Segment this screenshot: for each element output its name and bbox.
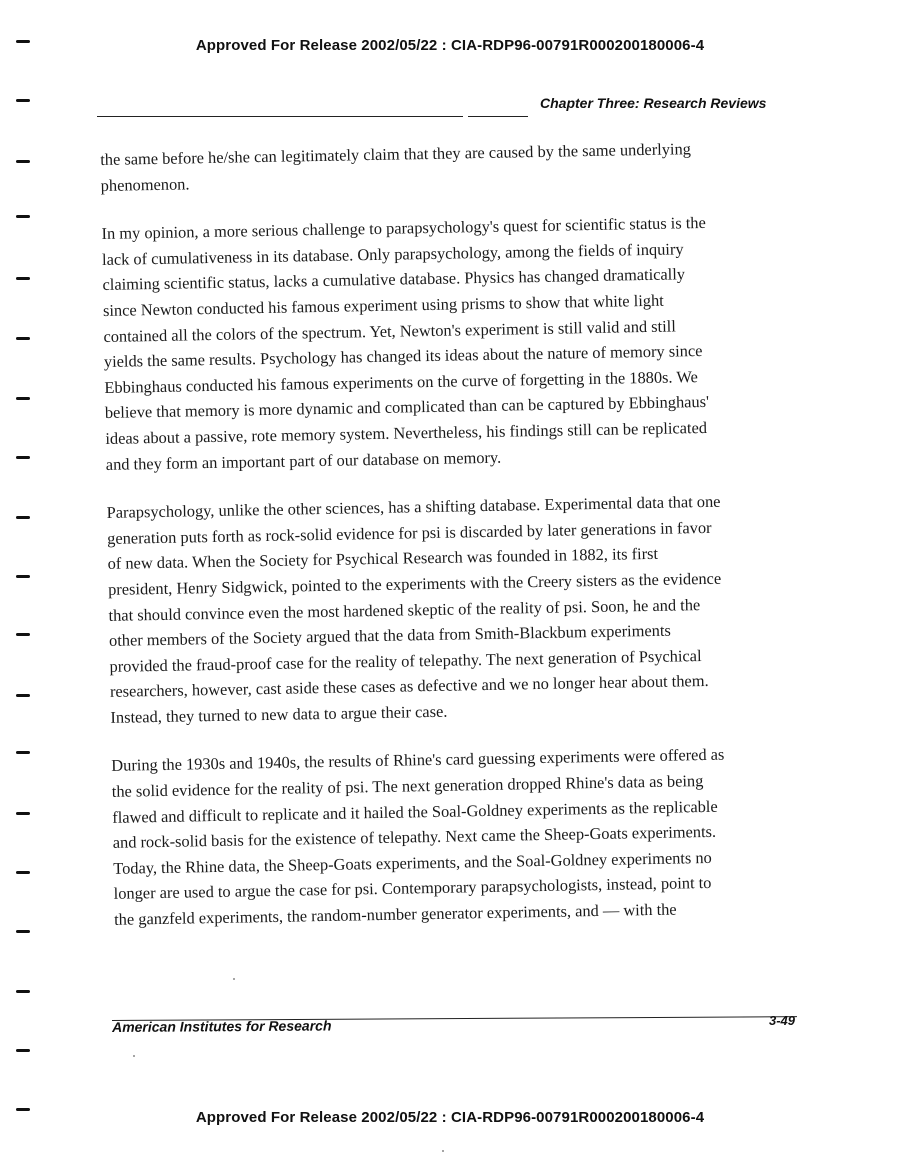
paragraph-2 (101, 209, 796, 478)
punch-mark (16, 694, 30, 697)
punch-mark (16, 1049, 30, 1052)
page-body (100, 134, 805, 955)
punch-mark (16, 277, 30, 280)
scan-speck (233, 978, 235, 980)
punch-mark (16, 397, 30, 400)
text-line: president, Henry Sidgwick, pointed to the experiments with the Creery sisters as the evidence (107, 568, 722, 599)
text-line: phenomenon. (100, 173, 190, 195)
text-line: Parapsychology, unlike the other sciences, has a shifting database. Experimental data that one (106, 491, 721, 523)
text-line: and they form an important part of our database on memory. (105, 447, 502, 474)
text-line: Instead, they turned to new data to argue their case. (110, 701, 448, 727)
text-line: ideas about a passive, rote memory system. Nevertheless, his findings still can be replicated (105, 417, 708, 448)
scan-speck (133, 1055, 135, 1057)
text-line: yields the same results. Psychology has changed its ideas about the nature of memory since (103, 341, 703, 372)
punch-mark (16, 99, 30, 102)
text-line: other members of the Society argued that the data from Smith-Blackbum experiments (108, 620, 671, 651)
text-line: lack of cumulativeness in its database. Only parapsychology, among the fields of inquiry (101, 239, 684, 269)
text-line: the solid evidence for the reality of psi. The next generation dropped Rhine's data as being (111, 771, 704, 801)
punch-mark (16, 40, 30, 43)
text-line: Ebbinghaus conducted his famous experiments on the curve of forgetting in the 1880s. We (104, 366, 698, 397)
text-line: claiming scientific status, lacks a cumulative database. Physics has changed dramatically (102, 264, 686, 295)
paragraph-3 (106, 487, 800, 730)
punch-mark (16, 337, 30, 340)
text-line: that should convince even the most hardened skeptic of the reality of psi. Soon, he and the (108, 594, 701, 625)
punch-mark (16, 456, 30, 459)
chapter-title: Chapter Three: Research Reviews (540, 95, 767, 111)
punch-mark (16, 575, 30, 578)
text-line: of new data. When the Society for Psychical Research was founded in 1882, its first (107, 544, 659, 574)
paragraph-1 (100, 134, 791, 198)
text-line: provided the fraud-proof case for the reality of telepathy. The next generation of Psychical (109, 645, 702, 676)
text-line: During the 1930s and 1940s, the results of Rhine's card guessing experiments were offered as (111, 745, 725, 776)
punch-mark (16, 990, 30, 993)
text-line: since Newton conducted his famous experiment using prisms to show that white light (102, 290, 664, 320)
paragraph-4 (111, 741, 804, 933)
text-line: and rock-solid basis for the existence of telepathy. Next came the Sheep-Goats experiments. (112, 822, 717, 853)
text-line: researchers, however, cast aside these cases as defective and we no longer hear about them. (109, 671, 709, 702)
text-line: generation puts forth as rock-solid evidence for psi is discarded by later generations in favor (106, 517, 712, 548)
punch-mark (16, 812, 30, 815)
text-line: the ganzfeld experiments, the random-number generator experiments, and — with the (113, 899, 677, 929)
punch-mark (16, 633, 30, 636)
text-line: flawed and difficult to replicate and it hailed the Soal-Goldney experiments as the replicable (112, 796, 718, 827)
punch-mark (16, 160, 30, 163)
header-rule-segment (468, 116, 528, 117)
text-line: longer are used to argue the case for psi. Contemporary parapsychologists, instead, point to (113, 873, 712, 904)
punch-mark (16, 1108, 30, 1111)
punch-mark (16, 516, 30, 519)
text-line: Today, the Rhine data, the Sheep-Goats experiments, and the Soal-Goldney experiments no (113, 847, 712, 878)
page-number: 3-49 (769, 1013, 796, 1028)
punch-mark (16, 751, 30, 754)
text-line: In my opinion, a more serious challenge to parapsychology's quest for scientific status is the (101, 213, 706, 244)
punch-mark (16, 215, 30, 218)
header-rule (97, 116, 463, 117)
text-line: contained all the colors of the spectrum. Yet, Newton's experiment is still valid and still (103, 316, 676, 346)
release-stamp-bottom: Approved For Release 2002/05/22 : CIA-RDP96-00791R000200180006-4 (195, 1109, 705, 1126)
footer-organization: American Institutes for Research (112, 1017, 332, 1035)
punch-mark (16, 871, 30, 874)
text-line: the same before he/she can legitimately claim that they are caused by the same underlying (100, 139, 692, 169)
scan-speck (442, 1150, 444, 1152)
punch-mark (16, 930, 30, 933)
release-stamp-top: Approved For Release 2002/05/22 : CIA-RDP96-00791R000200180006-4 (195, 37, 705, 54)
text-line: believe that memory is more dynamic and complicated than can be captured by Ebbinghaus' (104, 392, 710, 423)
